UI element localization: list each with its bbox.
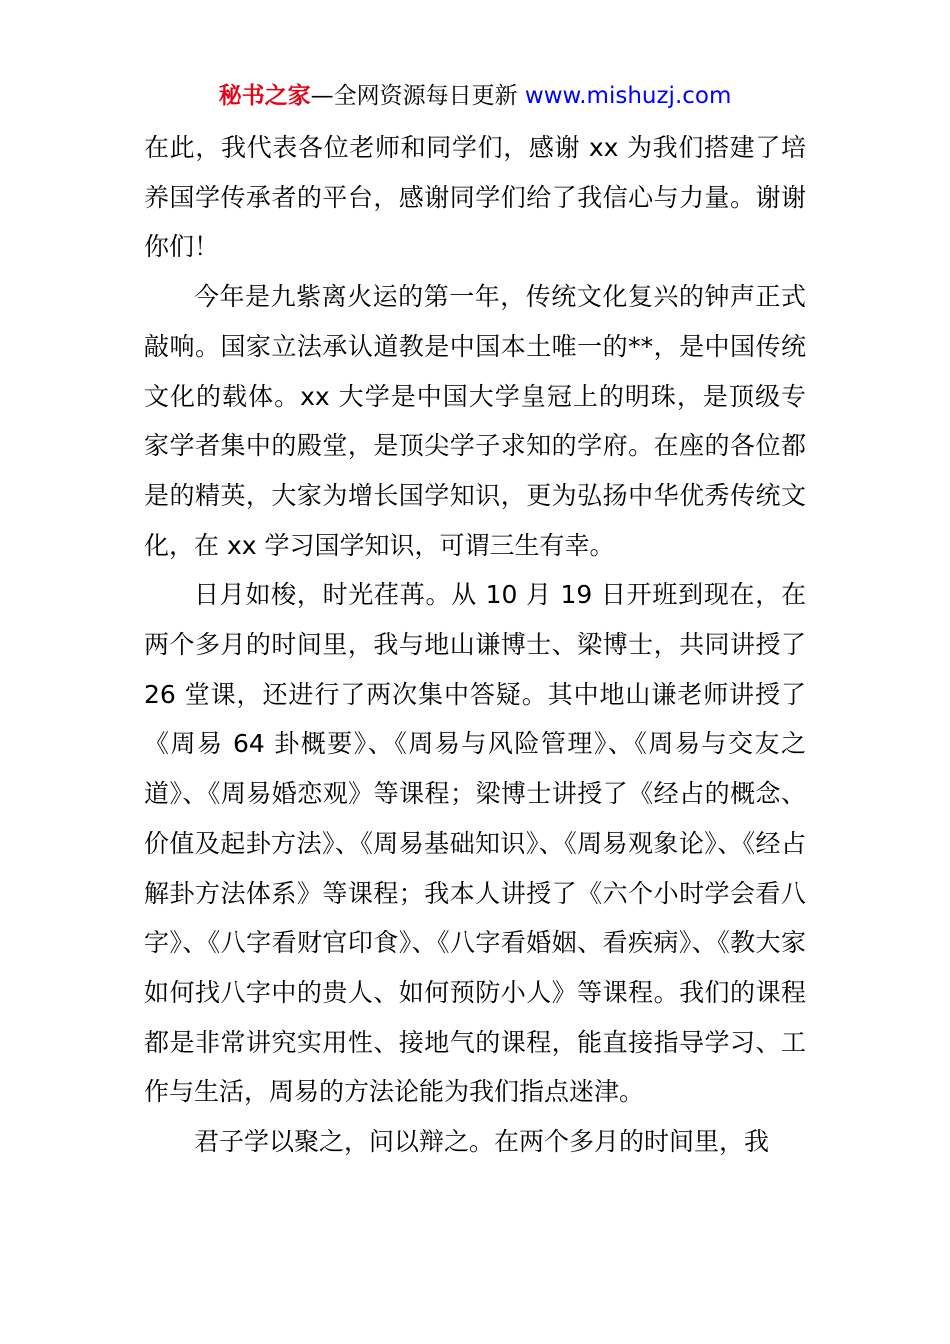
header-tagline: —全网资源每日更新	[310, 83, 518, 109]
page-header	[0, 78, 950, 114]
paragraph-1: 在此，我代表各位老师和同学们，感谢 xx 为我们搭建了培养国学传承者的平台，感谢同学们给了我信心与力量。谢谢你们！	[144, 133, 806, 262]
document-body	[144, 123, 806, 1167]
paragraph-2: 今年是九紫离火运的第一年，传统文化复兴的钟声正式敲响。国家立法承认道教是中国本土唯一的**，是中国传统文化的载体。xx 大学是中国大学皇冠上的明珠，是顶级专家学者集中的殿堂，是顶尖学子求知的学府。在座的各位都是的精英，大家为增长国学知识，更为弘扬中华优秀传统文化，在 xx 学习国学知识，可谓三生有幸。	[144, 282, 806, 560]
site-url-link[interactable]: www.mishuzj.com	[524, 83, 732, 109]
paragraph-3: 日月如梭，时光荏苒。从 10 月 19 日开班到现在，在两个多月的时间里，我与地山谦博士、梁博士，共同讲授了 26 堂课，还进行了两次集中答疑。其中地山谦老师讲授了《周易 64 卦概要》、《周易与风险管理》、《周易与交友之道》、《周易婚恋观》等课程；梁博士讲授了《经占的概念、价值及起卦方法》、《周易基础知识》、《周易观象论》、《经占解卦方法体系》等课程；我本人讲授了《六个小时学会看八字》、《八字看财官印食》、《八字看婚姻、看疾病》、《教大家如何找八字中的贵人、如何预防小人》等课程。我们的课程都是非常讲究实用性、接地气的课程，能直接指导学习、工作与生活，周易的方法论能为我们指点迷津。	[144, 580, 806, 1107]
paragraph-4: 君子学以聚之，问以辩之。在两个多月的时间里，我	[194, 1127, 770, 1157]
brand-name: 秘书之家	[218, 83, 311, 109]
